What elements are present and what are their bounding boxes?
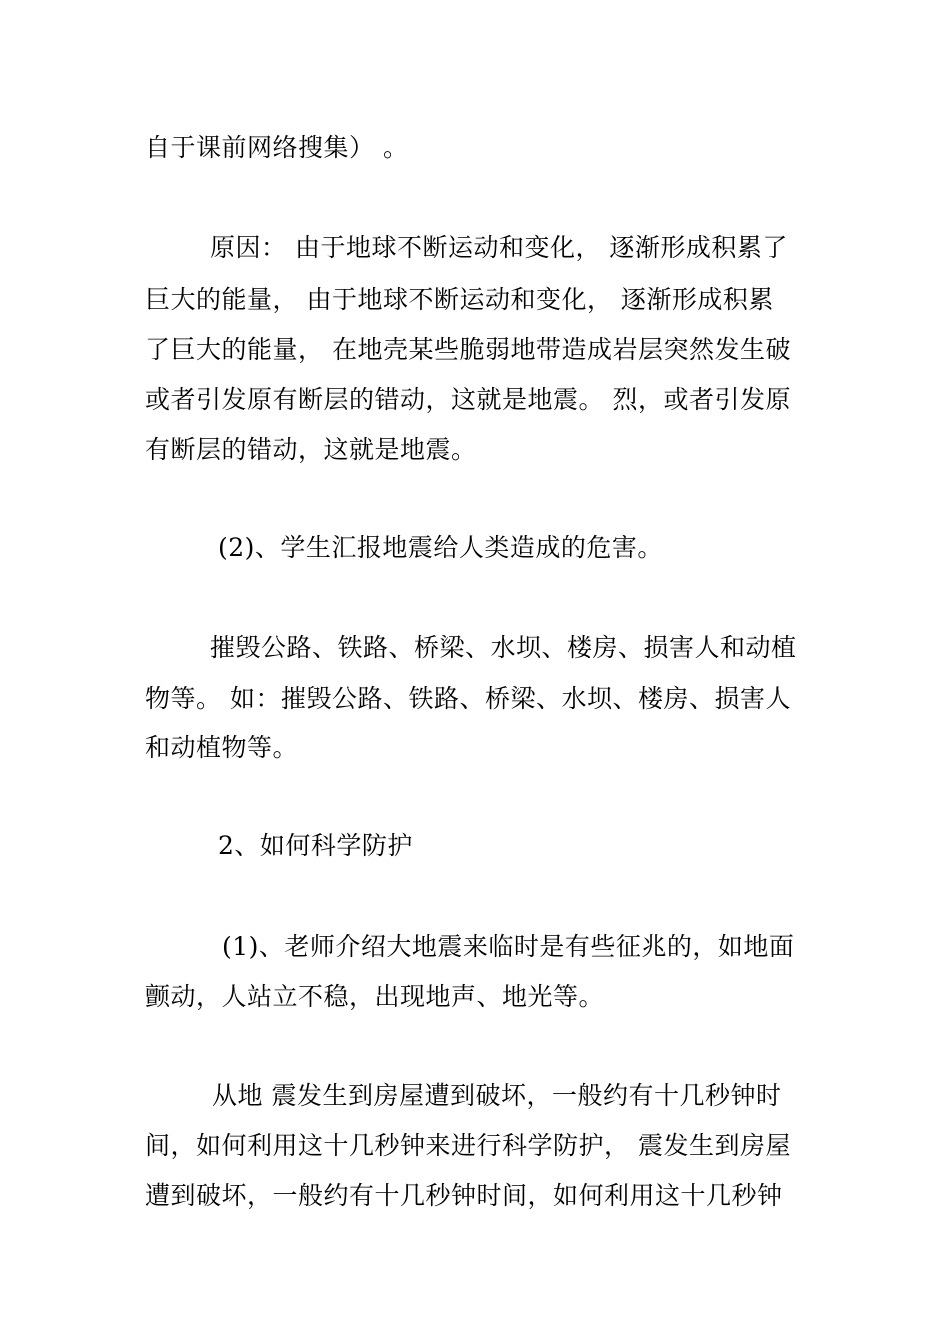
text-line: (1)、老师介绍大地震来临时是有些征兆的，如地面	[222, 932, 795, 961]
text-line: (2)、学生汇报地震给人类造成的危害。	[218, 533, 663, 562]
section-heading: 2、如何科学防护	[218, 831, 413, 860]
text-line: 遭到破坏，一般约有十几秒钟时间，如何利用这十几秒钟	[145, 1181, 783, 1210]
text-line: 从地 震发生到房屋遭到破坏，一般约有十几秒钟时	[212, 1081, 782, 1110]
text-line: 原因： 由于地球不断运动和变化， 逐渐形成积累了	[210, 233, 788, 262]
text-line: 了巨大的能量， 在地壳某些脆弱地带造成岩层突然发生破	[145, 335, 791, 364]
text-line: 颤动，人站立不稳，出现地声、地光等。	[145, 982, 605, 1011]
text-line: 有断层的错动，这就是地震。	[145, 435, 477, 464]
text-line: 自于课前网络搜集） 。	[145, 133, 409, 162]
text-line: 间，如何利用这十几秒钟来进行科学防护， 震发生到房屋	[145, 1131, 791, 1160]
text-line: 或者引发原有断层的错动，这就是地震。 烈，或者引发原	[145, 385, 791, 414]
text-line: 物等。 如：摧毁公路、铁路、桥梁、水坝、楼房、损害人	[145, 684, 791, 713]
text-line: 摧毁公路、铁路、桥梁、水坝、楼房、损害人和动植	[210, 633, 797, 662]
text-line: 巨大的能量， 由于地球不断运动和变化， 逐渐形成积累	[145, 285, 774, 314]
text-line: 和动植物等。	[145, 733, 299, 762]
